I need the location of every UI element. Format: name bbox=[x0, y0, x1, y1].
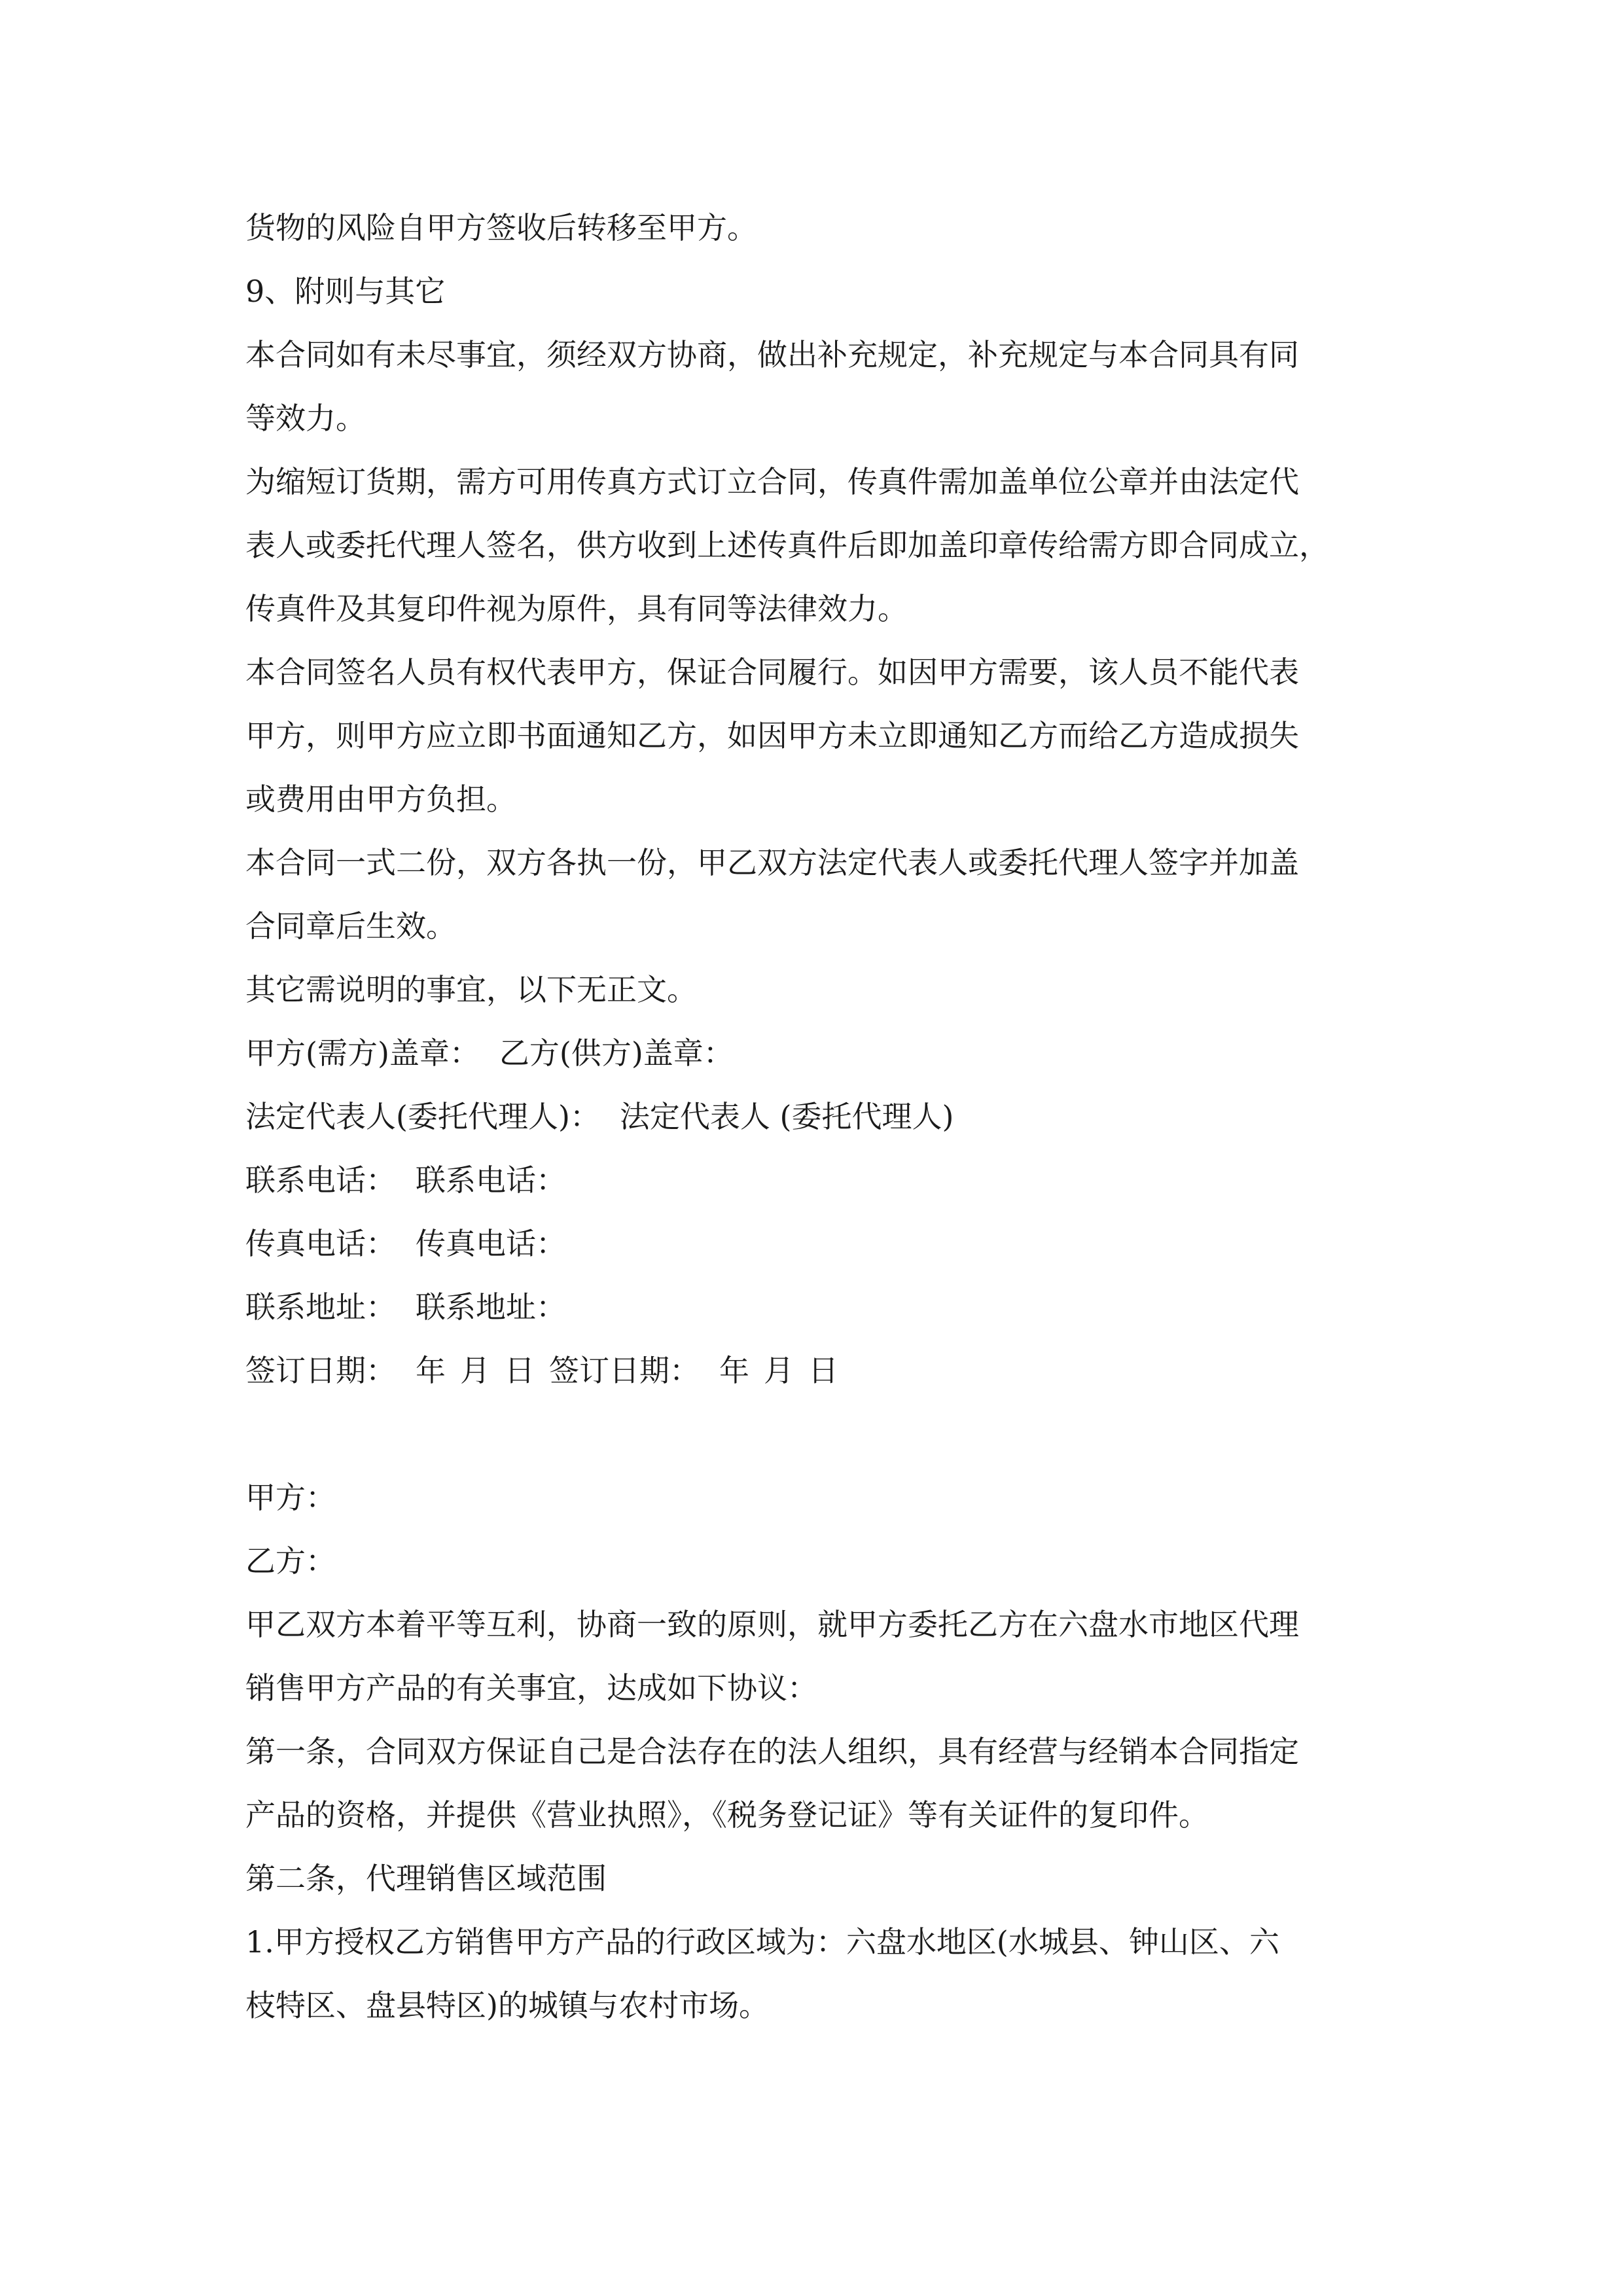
date-month-b: 月 bbox=[764, 1353, 794, 1388]
text-line: 本合同一式二份，双方各执一份，甲乙双方法定代表人或委托代理人签字并加盖 bbox=[245, 845, 1299, 880]
phone-party-b: 联系电话： bbox=[416, 1162, 566, 1198]
address-party-a: 联系地址： bbox=[245, 1289, 396, 1325]
address-party-b: 联系地址： bbox=[416, 1289, 566, 1325]
signature-phone-row bbox=[245, 1149, 1384, 1212]
seal-party-a: 甲方(需方)盖章： bbox=[245, 1035, 480, 1071]
text-line: 货物的风险自甲方签收后转移至甲方。 bbox=[245, 210, 757, 245]
text-line: 本合同签名人员有权代表甲方，保证合同履行。如因甲方需要，该人员不能代表 bbox=[245, 655, 1299, 690]
rep-party-b: 法定代表人 (委托代理人) bbox=[619, 1099, 954, 1134]
rep-party-a: 法定代表人(委托代理人)： bbox=[245, 1099, 600, 1134]
party-b-label: 乙方： bbox=[245, 1543, 336, 1579]
seal-party-b: 乙方(供方)盖章： bbox=[499, 1035, 734, 1071]
signature-rep-row bbox=[245, 1085, 1384, 1149]
text-line: 第一条，合同双方保证自己是合法存在的法人组织，具有经营与经销本合同指定 bbox=[245, 1734, 1299, 1769]
date-label-party-b: 签订日期： bbox=[549, 1353, 700, 1388]
document-body bbox=[245, 196, 1384, 2037]
text-line: 枝特区、盘县特区)的城镇与农村市场。 bbox=[245, 1988, 769, 2023]
blank-line bbox=[245, 1403, 1384, 1466]
text-line: 等效力。 bbox=[245, 401, 366, 436]
text-line: 产品的资格，并提供《营业执照》，《税务登记证》等有关证件的复印件。 bbox=[245, 1797, 1209, 1833]
text-line: 为缩短订货期，需方可用传真方式订立合同，传真件需加盖单位公章并由法定代 bbox=[245, 464, 1299, 499]
date-year-b: 年 bbox=[719, 1353, 749, 1388]
date-month-a: 月 bbox=[460, 1353, 490, 1388]
phone-party-a: 联系电话： bbox=[245, 1162, 396, 1198]
signature-date-row bbox=[245, 1339, 1384, 1403]
signature-address-row bbox=[245, 1276, 1384, 1339]
date-label-party-a: 签订日期： bbox=[245, 1353, 396, 1388]
text-line: 销售甲方产品的有关事宜，达成如下协议： bbox=[245, 1670, 817, 1706]
text-line: 甲方，则甲方应立即书面通知乙方，如因甲方未立即通知乙方而给乙方造成损失 bbox=[245, 718, 1299, 753]
date-year-a: 年 bbox=[416, 1353, 446, 1388]
fax-party-b: 传真电话： bbox=[416, 1226, 566, 1261]
text-line: 其它需说明的事宜，以下无正文。 bbox=[245, 972, 697, 1007]
text-line: 本合同如有未尽事宜，须经双方协商，做出补充规定，补充规定与本合同具有同 bbox=[245, 337, 1299, 372]
signature-fax-row bbox=[245, 1212, 1384, 1276]
text-line: 表人或委托代理人签名，供方收到上述传真件后即加盖印章传给需方即合同成立， bbox=[245, 528, 1329, 563]
article-heading: 第二条，代理销售区域范围 bbox=[245, 1861, 607, 1896]
text-line: 甲乙双方本着平等互利，协商一致的原则，就甲方委托乙方在六盘水市地区代理 bbox=[245, 1607, 1299, 1642]
text-line: 合同章后生效。 bbox=[245, 908, 456, 944]
date-day-a: 日 bbox=[505, 1353, 535, 1388]
signature-seal-row bbox=[245, 1022, 1384, 1085]
text-line: 1.甲方授权乙方销售甲方产品的行政区域为：六盘水地区(水城县、钟山区、六 bbox=[245, 1924, 1279, 1960]
text-line: 传真件及其复印件视为原件，具有同等法律效力。 bbox=[245, 591, 908, 626]
fax-party-a: 传真电话： bbox=[245, 1226, 396, 1261]
date-day-b: 日 bbox=[808, 1353, 838, 1388]
party-a-label: 甲方： bbox=[245, 1480, 336, 1515]
section-heading: 9、附则与其它 bbox=[245, 274, 446, 309]
text-line: 或费用由甲方负担。 bbox=[245, 781, 516, 817]
